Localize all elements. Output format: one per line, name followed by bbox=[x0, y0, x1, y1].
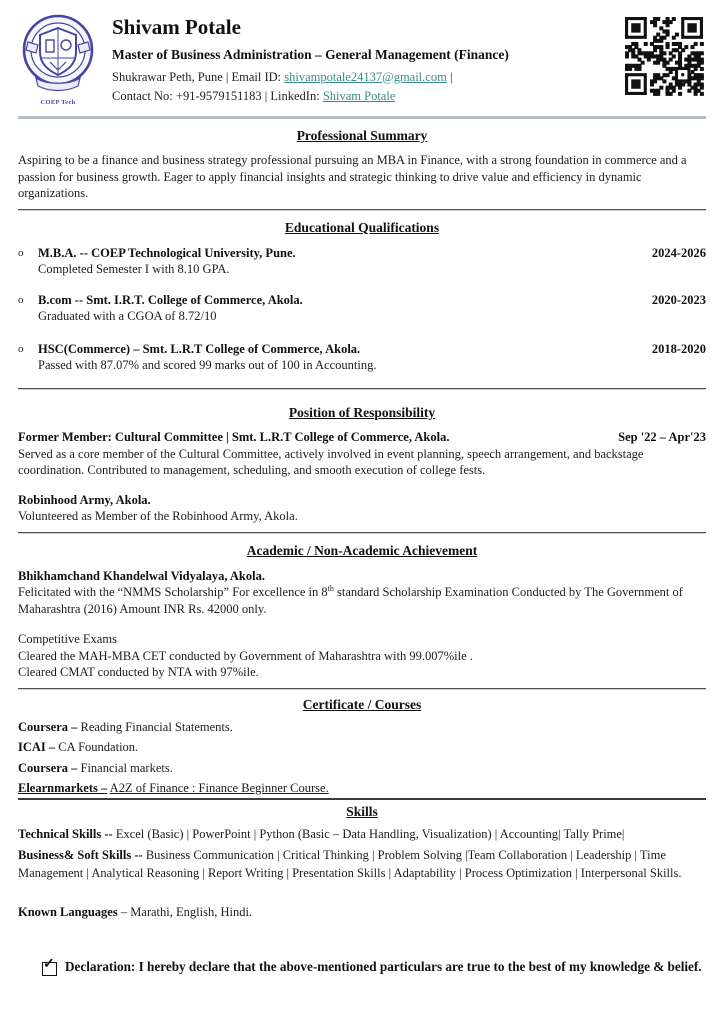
competitive-exams-heading: Competitive Exams bbox=[18, 632, 117, 647]
section-professional-summary bbox=[18, 127, 706, 202]
achievement-school: Bhikhamchand Khandelwal Vidyalaya, Akola. bbox=[18, 568, 265, 583]
certificate-item bbox=[18, 739, 706, 756]
phone-label: Contact No: bbox=[112, 89, 173, 104]
section-achievement bbox=[18, 542, 706, 681]
achievement-school-detail: Felicitated with the “NMMS Scholarship” For excellence in 8th standard Scholarship Examination Conducted by The Government of Maharashtra (2016) Amount INR Rs. 42000 only. bbox=[18, 584, 683, 616]
certificate-provider: Coursera – bbox=[18, 719, 78, 734]
soft-skills-line bbox=[18, 846, 706, 882]
certificate-provider: ICAI – bbox=[18, 740, 56, 755]
coep-crest-icon bbox=[20, 12, 96, 96]
bullet-icon: o bbox=[18, 246, 24, 259]
section-title-achievement: Academic / Non-Academic Achievement bbox=[246, 542, 478, 558]
section-responsibility bbox=[18, 404, 706, 525]
section-education bbox=[18, 219, 706, 374]
header-degree: Master of Business Administration – General Management (Finance) bbox=[112, 46, 509, 62]
bullet-icon: o bbox=[18, 342, 24, 355]
certificate-provider: Elearnmarkets – bbox=[18, 781, 108, 796]
responsibility-heading: Robinhood Army, Akola. bbox=[18, 492, 151, 507]
certificate-course: Financial markets. bbox=[80, 760, 173, 775]
education-years: 2024-2026 bbox=[651, 245, 706, 260]
certificate-course: CA Foundation. bbox=[58, 740, 139, 755]
header bbox=[18, 10, 706, 108]
declaration-text: Declaration: I hereby declare that the above-mentioned particulars are true to the best of my knowledge & belief. bbox=[65, 959, 702, 975]
certificate-course: Reading Financial Statements. bbox=[80, 719, 233, 734]
ordinal-superscript: th bbox=[327, 584, 334, 594]
checked-checkbox-icon: ✓ bbox=[42, 962, 57, 976]
professional-summary-text: Aspiring to be a finance and business strategy professional pursuing an MBA in Finance, with a strong foundation in commerce and a passion for business growth. Eager to apply financial insights and strategic thinking to drive value and efficiency in dynamic organizations. bbox=[18, 153, 687, 201]
header-text bbox=[98, 10, 616, 108]
technical-skills-line bbox=[18, 825, 706, 843]
college-logo bbox=[18, 10, 98, 107]
soft-skills-list: Business Communication | Critical Thinking | Problem Solving |Team Collaboration | Leadership | Time Management | Analytical Reasoning | Report Writing | Presentation Skills | Adaptability | Process Optimization | Interpersonal Skills. bbox=[18, 847, 682, 880]
known-languages-line bbox=[18, 904, 706, 921]
technical-skills-list: Excel (Basic) | PowerPoint | Python (Basic – Data Handling, Visualization) | Accounting| Tally Prime| bbox=[115, 827, 625, 842]
section-title-professional-summary: Professional Summary bbox=[296, 127, 428, 143]
phone-number: +91-9579151183 bbox=[175, 89, 262, 104]
education-years: 2018-2020 bbox=[651, 341, 706, 356]
declaration bbox=[18, 958, 706, 976]
education-item-mba bbox=[18, 245, 706, 278]
qr-box bbox=[616, 10, 706, 98]
education-degree: B.com -- Smt. I.R.T. College of Commerce, Akola. bbox=[38, 292, 303, 307]
linkedin-label: | LinkedIn: bbox=[264, 89, 320, 104]
known-languages-label: Known Languages bbox=[18, 904, 118, 919]
section-divider bbox=[18, 532, 706, 534]
section-title-education: Educational Qualifications bbox=[284, 219, 440, 235]
certificate-course: A2Z of Finance : Finance Beginner Course. bbox=[109, 781, 329, 796]
soft-skills-label: Business& Soft Skills -- bbox=[18, 847, 143, 862]
exam-result-line: Cleared CMAT conducted by NTA with 97%ile. bbox=[18, 665, 259, 680]
education-item-hsc bbox=[18, 341, 706, 374]
education-detail: Graduated with a CGOA of 8.72/10 bbox=[38, 309, 217, 324]
header-divider bbox=[18, 116, 706, 119]
certificate-provider: Coursera – bbox=[18, 760, 78, 775]
responsibility-description: Served as a core member of the Cultural Committee, actively involved in event planning, speech arrangement, and backstage coordination. Contributed to management, scheduling, and smooth execution of college fests. bbox=[18, 446, 644, 478]
contact-line-1 bbox=[112, 69, 616, 86]
certificate-item bbox=[18, 719, 706, 736]
certificate-item bbox=[18, 780, 706, 800]
education-degree: HSC(Commerce) – Smt. L.R.T College of Commerce, Akola. bbox=[38, 341, 361, 356]
section-divider bbox=[18, 209, 706, 211]
section-divider bbox=[18, 388, 706, 390]
section-title-certificates: Certificate / Courses bbox=[302, 696, 422, 712]
section-title-skills: Skills bbox=[346, 803, 378, 819]
section-skills bbox=[18, 803, 706, 921]
bullet-icon: o bbox=[18, 293, 24, 306]
linkedin-link[interactable]: Shivam Potale bbox=[322, 89, 396, 104]
qr-code bbox=[622, 14, 706, 98]
education-degree: M.B.A. -- COEP Technological University, Pune. bbox=[38, 245, 296, 260]
address: Shukrawar Peth, Pune bbox=[112, 69, 223, 84]
responsibility-entry-robinhood-army bbox=[18, 492, 706, 525]
person-name: Shivam Potale bbox=[112, 15, 241, 39]
email-suffix: | bbox=[449, 69, 453, 84]
responsibility-entry-cultural-committee bbox=[18, 429, 706, 479]
education-detail: Passed with 87.07% and scored 99 marks out of 100 in Accounting. bbox=[38, 358, 377, 373]
education-years: 2020-2023 bbox=[651, 292, 706, 307]
responsibility-description: Volunteered as Member of the Robinhood Army, Akola. bbox=[18, 509, 298, 524]
responsibility-dates: Sep '22 – Apr'23 bbox=[618, 430, 706, 445]
section-divider bbox=[18, 688, 706, 690]
responsibility-heading: Former Member: Cultural Committee | Smt. L.R.T College of Commerce, Akola. bbox=[18, 430, 450, 445]
section-title-responsibility: Position of Responsibility bbox=[288, 404, 436, 420]
known-languages-list: – Marathi, English, Hindi. bbox=[120, 904, 253, 919]
technical-skills-label: Technical Skills -- bbox=[18, 827, 113, 842]
email-link[interactable]: shivampotale24137@gmail.com bbox=[284, 69, 447, 84]
contact-line-2 bbox=[112, 88, 616, 105]
exam-result-line: Cleared the MAH-MBA CET conducted by Government of Maharashtra with 99.007%ile . bbox=[18, 648, 473, 663]
education-item-bcom bbox=[18, 292, 706, 325]
education-detail: Completed Semester I with 8.10 GPA. bbox=[38, 262, 230, 277]
email-label: | Email ID: bbox=[225, 69, 282, 84]
section-certificates bbox=[18, 696, 706, 800]
logo-caption: COEP Tech bbox=[40, 98, 76, 106]
certificate-item bbox=[18, 760, 706, 777]
